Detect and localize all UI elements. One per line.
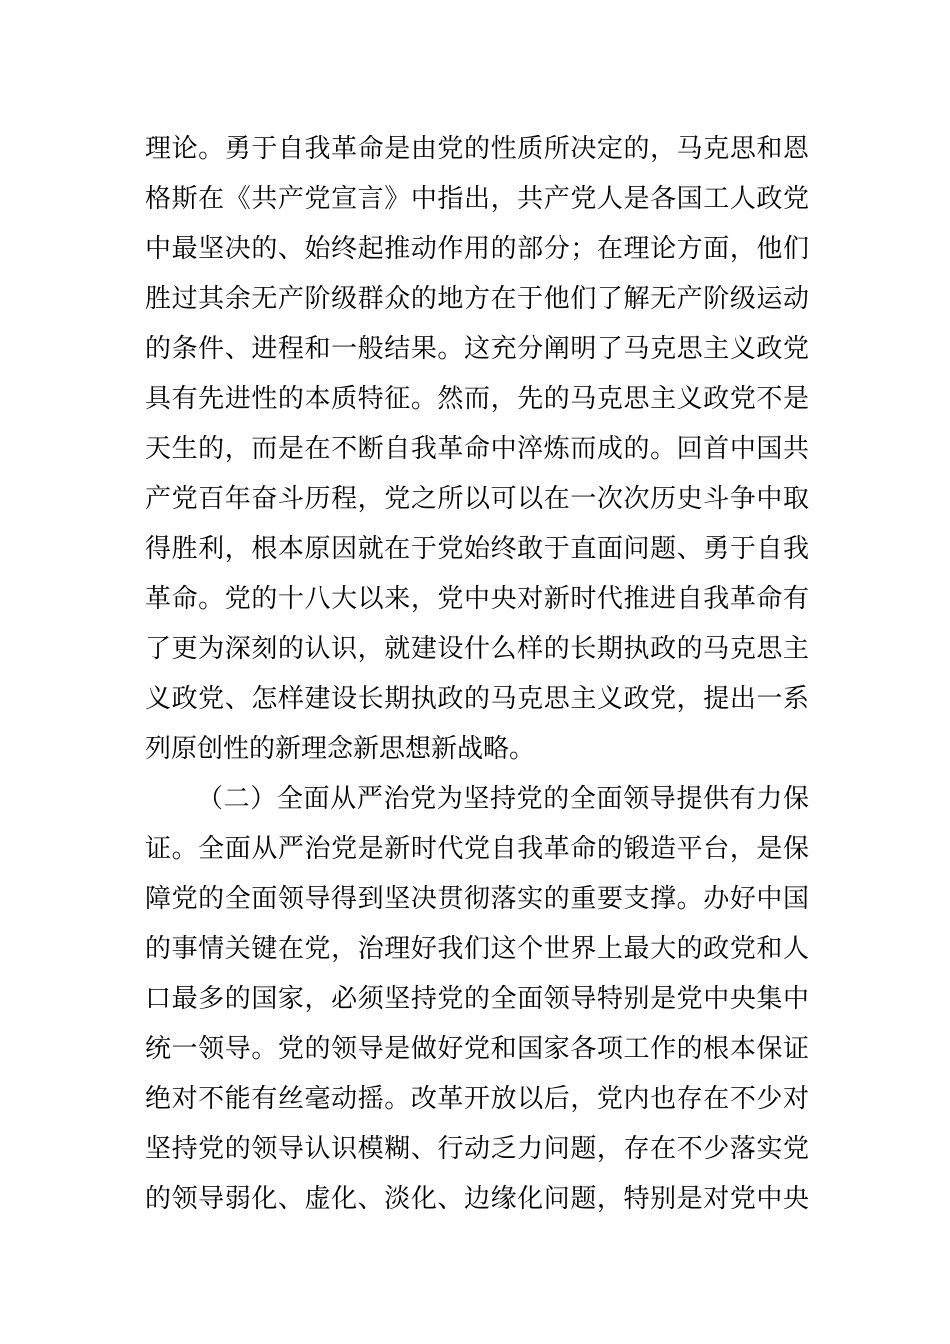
text-line: 革命。党的十八大以来，党中央对新时代推进自我革命有 <box>145 584 809 614</box>
text-line: 胜过其余无产阶级群众的地方在于他们了解无产阶级运动 <box>145 284 809 314</box>
text-line: 理论。勇于自我革命是由党的性质所决定的，马克思和恩 <box>145 134 809 164</box>
text-line: 的条件、进程和一般结果。这充分阐明了马克思主义政党 <box>145 334 809 364</box>
paragraph-end-line: 列原创性的新理念新思想新战略。 <box>145 734 536 764</box>
text-line: 证。全面从严治党是新时代党自我革命的锻造平台，是保 <box>145 834 809 864</box>
text-line: 坚持党的领导认识模糊、行动乏力问题，存在不少落实党 <box>145 1134 809 1164</box>
section-heading-line: （二）全面从严治党为坚持党的全面领导提供有力保 <box>197 784 809 814</box>
text-line: 统一领导。党的领导是做好党和国家各项工作的根本保证 <box>145 1034 809 1064</box>
text-line: 得胜利，根本原因就在于党始终敢于直面问题、勇于自我 <box>145 534 809 564</box>
text-line: 障党的全面领导得到坚决贯彻落实的重要支撑。办好中国 <box>145 884 809 914</box>
text-line: 天生的，而是在不断自我革命中淬炼而成的。回首中国共 <box>145 434 809 464</box>
text-line: 中最坚决的、始终起推动作用的部分；在理论方面，他们 <box>145 234 809 264</box>
text-line: 产党百年奋斗历程，党之所以可以在一次次历史斗争中取 <box>145 484 809 514</box>
text-line: 了更为深刻的认识，就建设什么样的长期执政的马克思主 <box>145 634 809 664</box>
text-line: 义政党、怎样建设长期执政的马克思主义政党，提出一系 <box>145 684 809 714</box>
text-line: 绝对不能有丝毫动摇。改革开放以后，党内也存在不少对 <box>145 1084 809 1114</box>
text-line: 格斯在《共产党宣言》中指出，共产党人是各国工人政党 <box>145 184 809 214</box>
body-text <box>145 124 809 1224</box>
text-line: 口最多的国家，必须坚持党的全面领导特别是党中央集中 <box>145 984 809 1014</box>
text-line: 具有先进性的本质特征。然而，先的马克思主义政党不是 <box>145 384 809 414</box>
text-line: 的事情关键在党，治理好我们这个世界上最大的政党和人 <box>145 934 809 964</box>
text-line: 的领导弱化、虚化、淡化、边缘化问题，特别是对党中央 <box>145 1184 809 1214</box>
